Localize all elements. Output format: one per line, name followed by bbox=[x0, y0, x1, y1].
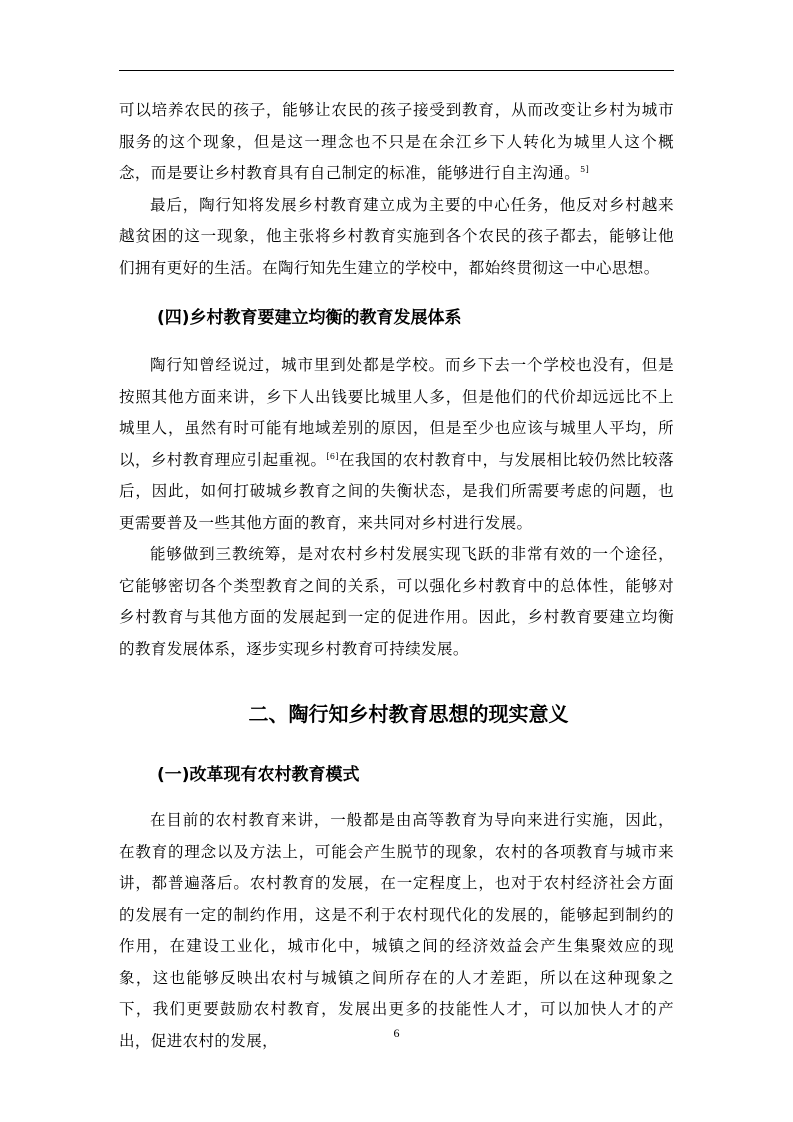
citation-ref: 5] bbox=[580, 164, 590, 174]
citation-ref: [6] bbox=[326, 451, 339, 461]
paragraph-three-education: 能够做到三教统筹，是对农村乡村发展实现飞跃的非常有效的一个途径，它能够密切各个类型教育之间的关系，可以强化乡村教育中的总体性，能够对乡村教育与其他方面的发展起到一定的促进作用。因此，乡村教育要建立均衡的教育发展体系，逐步实现乡村教育可持续发展。 bbox=[119, 545, 674, 658]
document-body bbox=[119, 95, 674, 1057]
paragraph-tao-said bbox=[119, 350, 674, 539]
subheading-reform-model: (一)改革现有农村教育模式 bbox=[157, 765, 360, 785]
page-number: 6 bbox=[393, 1026, 400, 1040]
paragraph-current-rural-education: 在目前的农村教育来讲，一般都是由高等教育为导向来进行实施，因此，在教育的理念以及方法上，可能会产生脱节的现象，农村的各项教育与城市来讲，都普遍落后。农村教育的发展，在一定程度上，也对于农村经济社会方面的发展有一定的制约作用，这是不利于农村现代化的发展的，能够起到制约的作用，在建设工业化，城市化中，城镇之间的经济效益会产生集聚效应的现象，这也能够反映出农村与城镇之间所存在的人才差距，所以在这种现象之下，我们更要鼓励农村教育，发展出更多的技能性人才，可以加快人才的产出，促进农村的发展， bbox=[119, 811, 674, 1050]
paragraph-text-before-ref: 陶行知曾经说过，城市里到处都是学校。而乡下去一个学校也没有，但是按照其他方面来讲，乡下人出钱要比城里人多，但是他们的代价却远远比不上城里人，虽然有时可能有地域差别的原因，但是至少也应该与城里人平均，所以，乡村教育理应引起重视。 bbox=[119, 356, 674, 469]
section-heading-practical-significance: 二、陶行知乡村教育思想的现实意义 bbox=[248, 702, 569, 726]
paragraph-finally: 最后，陶行知将发展乡村教育建立成为主要的中心任务，他反对乡村越来越贫困的这一现象，他主张将乡村教育实施到各个农民的孩子都去，能够让他们拥有更好的生活。在陶行知先生建立的学校中，都始终贯彻这一中心思想。 bbox=[119, 195, 674, 277]
subheading-balanced-system: (四)乡村教育要建立均衡的教育发展体系 bbox=[157, 308, 462, 328]
paragraph-text-after-ref: 在我国的农村教育中，与发展相比较仍然比较落后，因此，如何打破城乡教育之间的失衡状态，是我们所需要考虑的问题，也更需要普及一些其他方面的教育，来共同对乡村进行发展。 bbox=[119, 450, 674, 532]
paragraph-continuation bbox=[119, 95, 674, 190]
paragraph-text: 可以培养农民的孩子，能够让农民的孩子接受到教育，从而改变让乡村为城市服务的这个现象，但是这一理念也不只是在余江乡下人转化为城里人这个概念，而是要让乡村教育具有自己制定的标准，能够进行自主沟通。 bbox=[119, 101, 674, 182]
header-rule bbox=[119, 70, 674, 71]
